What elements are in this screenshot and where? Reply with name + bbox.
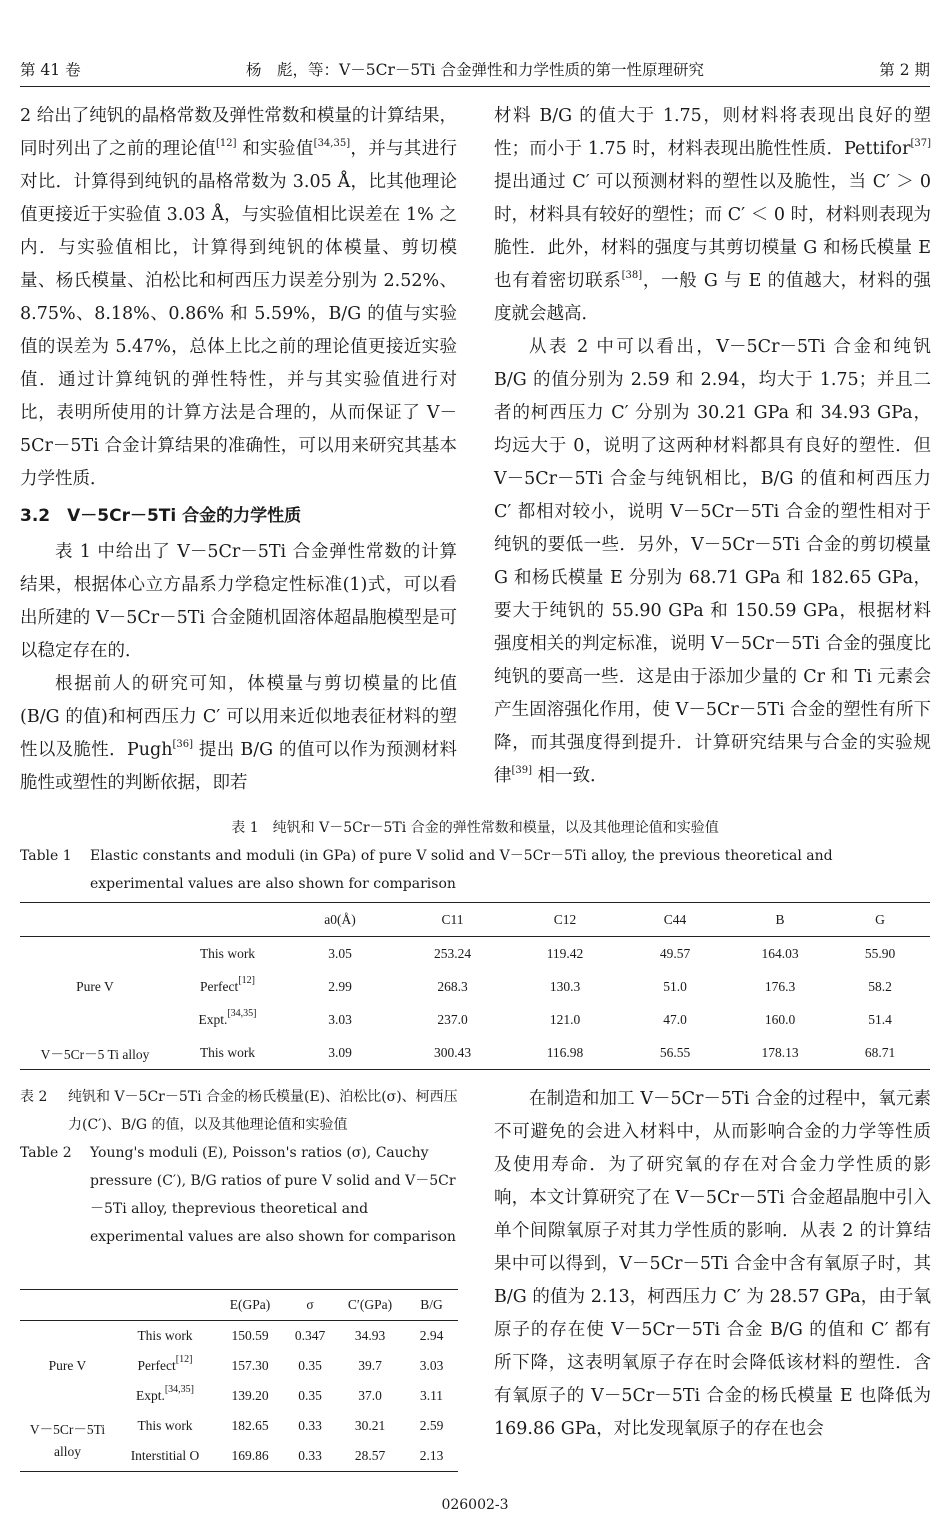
table-row: Pure V This work 3.05 253.24 119.42 49.57 164.03 55.90 xyxy=(20,937,930,971)
citation[interactable]: [12] xyxy=(215,138,237,149)
table-row: Perfect[12] 157.30 0.35 39.7 3.03 xyxy=(137,1354,444,1373)
table1-caption xyxy=(20,814,930,898)
column-header: σ xyxy=(306,1297,314,1312)
table-row: Expt.[34,35] 3.03 237.0 121.0 47.0 160.0 51.4 xyxy=(198,1007,892,1027)
column-header: C44 xyxy=(663,911,687,927)
citation[interactable]: [34,35] xyxy=(313,138,351,149)
table1-caption-en: Table 1 Elastic constants and moduli (in GPa) of pure V solid and V－5Cr－5Ti alloy, the previous theoretical and experimental values are also shown for comparison xyxy=(20,848,833,892)
table2-caption-en: Table 2 Young's moduli (E), Poisson's ratios (σ), Cauchy pressure (C′), B/G ratios of pure V solid and V－5Cr－5Ti alloy, theprevious theoretical and experimental values are also shown for comparison xyxy=(20,1145,456,1245)
table1 xyxy=(20,902,930,1070)
table2-caption-cn: 表 2 纯钒和 V－5Cr－5Ti 合金的杨氏模量(E)、泊松比(σ)、柯西压力(C′)、B/G 的值，以及其他理论值和实验值 xyxy=(20,1089,458,1133)
group-label: V－5Cr－5Ti alloy xyxy=(29,1422,106,1459)
group-label: V－5Cr－5 Ti alloy xyxy=(40,1046,150,1062)
citation[interactable]: [39] xyxy=(511,765,533,776)
citation[interactable]: [12] xyxy=(175,1354,193,1365)
volume-label: 第 41 卷 xyxy=(20,61,81,79)
paragraph: 材料 B/G 的值大于 1.75，则材料将表现出良好的塑性；而小于 1.75 时，材料表现出脆性性质．Pettifor[37] 提出通过 C′ 可以预测材料的塑性以及脆性，当 C′ ＞ 0 时，材料具有较好的塑性；而 C′ ＜ 0 时，材料则表现为脆性．此外，材料的强度与其剪切模量 G 和杨氏模量 E 也有着密切联系[38]，一般 G 与 E 的值越大，材料的强度就会越高． xyxy=(494,106,931,324)
table1-caption-cn: 表 1 纯钒和 V－5Cr－5Ti 合金的弹性常数和模量，以及其他理论值和实验值 xyxy=(231,820,719,836)
column-header: C′(GPa) xyxy=(347,1297,393,1312)
right-column xyxy=(494,100,931,793)
citation[interactable]: [38] xyxy=(621,270,643,281)
paragraph: 2 给出了纯钒的晶格常数及弹性常数和模量的计算结果，同时列出了之前的理论值[12] 和实验值[34,35]，并与其进行对比．计算得到纯钒的晶格常数为 3.05 Å，比其他理论值更接近于实验值 3.03 Å，与实验值相比误差在 1% 之内．与实验值相比，计算得到纯钒的体模量、剪切模量、杨氏模量、泊松比和柯西压力误差分别为 2.52%、8.75%、8.18%、0.86% 和 5.59%，B/G 的值与实验值的误差为 5.47%，总体上比之前的理论值更接近实验值．通过计算纯钒的弹性特性，并与其实验值进行对比，表明所使用的计算方法是合理的，从而保证了 V－5Cr－5Ti 合金计算结果的准确性，可以用来研究其基本力学性质． xyxy=(20,106,458,489)
table-header-row xyxy=(20,1290,458,1321)
citation[interactable]: [12] xyxy=(238,974,255,986)
column-header: C11 xyxy=(441,911,464,927)
running-title: 杨 彪，等：V－5Cr－5Ti 合金弹性和力学性质的第一性原理研究 xyxy=(246,61,704,79)
column-header: E(GPa) xyxy=(229,1297,271,1312)
paragraph: 根据前人的研究可知，体模量与剪切模量的比值(B/G 的值)和柯西压力 C′ 可以用来近似地表征材料的塑性以及脆性．Pugh[36] 提出 B/G 的值可以作为预测材料脆性或塑性的判断依据，即若 xyxy=(20,674,457,793)
paragraph: 从表 2 中可以看出，V－5Cr－5Ti 合金和纯钒 B/G 的值分别为 2.59 和 2.94，均大于 1.75；并且二者的柯西压力 C′ 分别为 30.21 GPa 和 34.93 GPa，均远大于 0，说明了这两种材料都具有良好的塑性．但 V－5Cr－5Ti 合金与纯钒相比，B/G 的值和柯西压力 C′ 都相对较小，说明 V－5Cr－5Ti 合金的塑性相对于纯钒的要低一些．另外，V－5Cr－5Ti 合金的剪切模量 G 和杨氏模量 E 分别为 68.71 GPa 和 182.65 GPa，要大于纯钒的 55.90 GPa 和 150.59 GPa，根据材料强度相关的判定标准，说明 V－5Cr－5Ti 合金的强度比纯钒的要高一些．这是由于添加少量的 Cr 和 Ti 元素会产生固溶强化作用，使 V－5Cr－5Ti 合金的塑性有所下降，而其强度得到提升．计算研究结果与合金的实验规律[39] 相一致． xyxy=(494,337,931,786)
header-rule xyxy=(20,86,930,87)
column-header: C12 xyxy=(553,911,577,927)
column-header: G xyxy=(875,911,885,927)
table2 xyxy=(20,1289,458,1472)
paragraph: 表 1 中给出了 V－5Cr－5Ti 合金弹性常数的计算结果，根据体心立方晶系力学稳定性标准(1)式，可以看出所建的 V－5Cr－5Ti 合金随机固溶体超晶胞模型是可以稳定存在的． xyxy=(20,542,457,661)
column-header: B/G xyxy=(420,1297,443,1312)
table-row: Expt.[34,35] 139.20 0.35 37.0 3.11 xyxy=(135,1384,444,1403)
table-row: Pure V This work 150.59 0.347 34.93 2.94 xyxy=(20,1321,458,1352)
table-row: Perfect[12] 2.99 268.3 130.3 51.0 176.3 58.2 xyxy=(200,974,892,994)
citation[interactable]: [36] xyxy=(172,739,193,750)
column-header: B xyxy=(775,911,785,927)
page-number: 026002-3 xyxy=(441,1497,509,1513)
paragraph: 在制造和加工 V－5Cr－5Ti 合金的过程中，氧元素不可避免的会进入材料中，从而影响合金的力学等性质及使用寿命．为了研究氧的存在对合金力学性质的影响，本文计算研究了在 V－5Cr－5Ti 合金超晶胞中引入单个间隙氧原子对其力学性质的影响．从表 2 的计算结果中可以得到，V－5Cr－5Ti 合金中含有氧原子时，其 B/G 的值为 2.13，柯西压力 C′ 为 28.57 GPa，由于氧原子的存在使 V－5Cr－5Ti 合金 B/G 的值和 C′ 都有所下降，这表明氧原子存在时会降低该材料的塑性．含有氧原子的 V－5Cr－5Ti 合金的杨氏模量 E 也降低为 169.86 GPa，对比发现氧原子的存在也会 xyxy=(494,1089,931,1439)
group-label: Pure V xyxy=(48,1358,87,1373)
right-column-lower xyxy=(494,1083,931,1446)
left-column xyxy=(20,100,457,800)
section-heading: 3.2 V－5Cr－5Ti 合金的力学性质 xyxy=(20,506,302,526)
group-label: Pure V xyxy=(76,978,114,994)
table-header-row xyxy=(20,903,930,937)
table-row: V－5Cr－5 Ti alloy This work 3.09 300.43 116.98 56.55 178.13 68.71 xyxy=(20,1036,930,1070)
column-header: a0(Å) xyxy=(324,911,356,927)
table2-caption xyxy=(20,1083,458,1251)
table-row: V－5Cr－5Ti alloy This work 182.65 0.33 30.21 2.59 xyxy=(20,1411,458,1441)
citation[interactable]: [34,35] xyxy=(227,1007,257,1019)
running-header xyxy=(20,58,930,82)
table-row: Interstitial O 169.86 0.33 28.57 2.13 xyxy=(20,1441,458,1472)
issue-label: 第 2 期 xyxy=(879,61,930,79)
citation[interactable]: [34,35] xyxy=(164,1384,195,1395)
citation[interactable]: [37] xyxy=(910,138,931,149)
